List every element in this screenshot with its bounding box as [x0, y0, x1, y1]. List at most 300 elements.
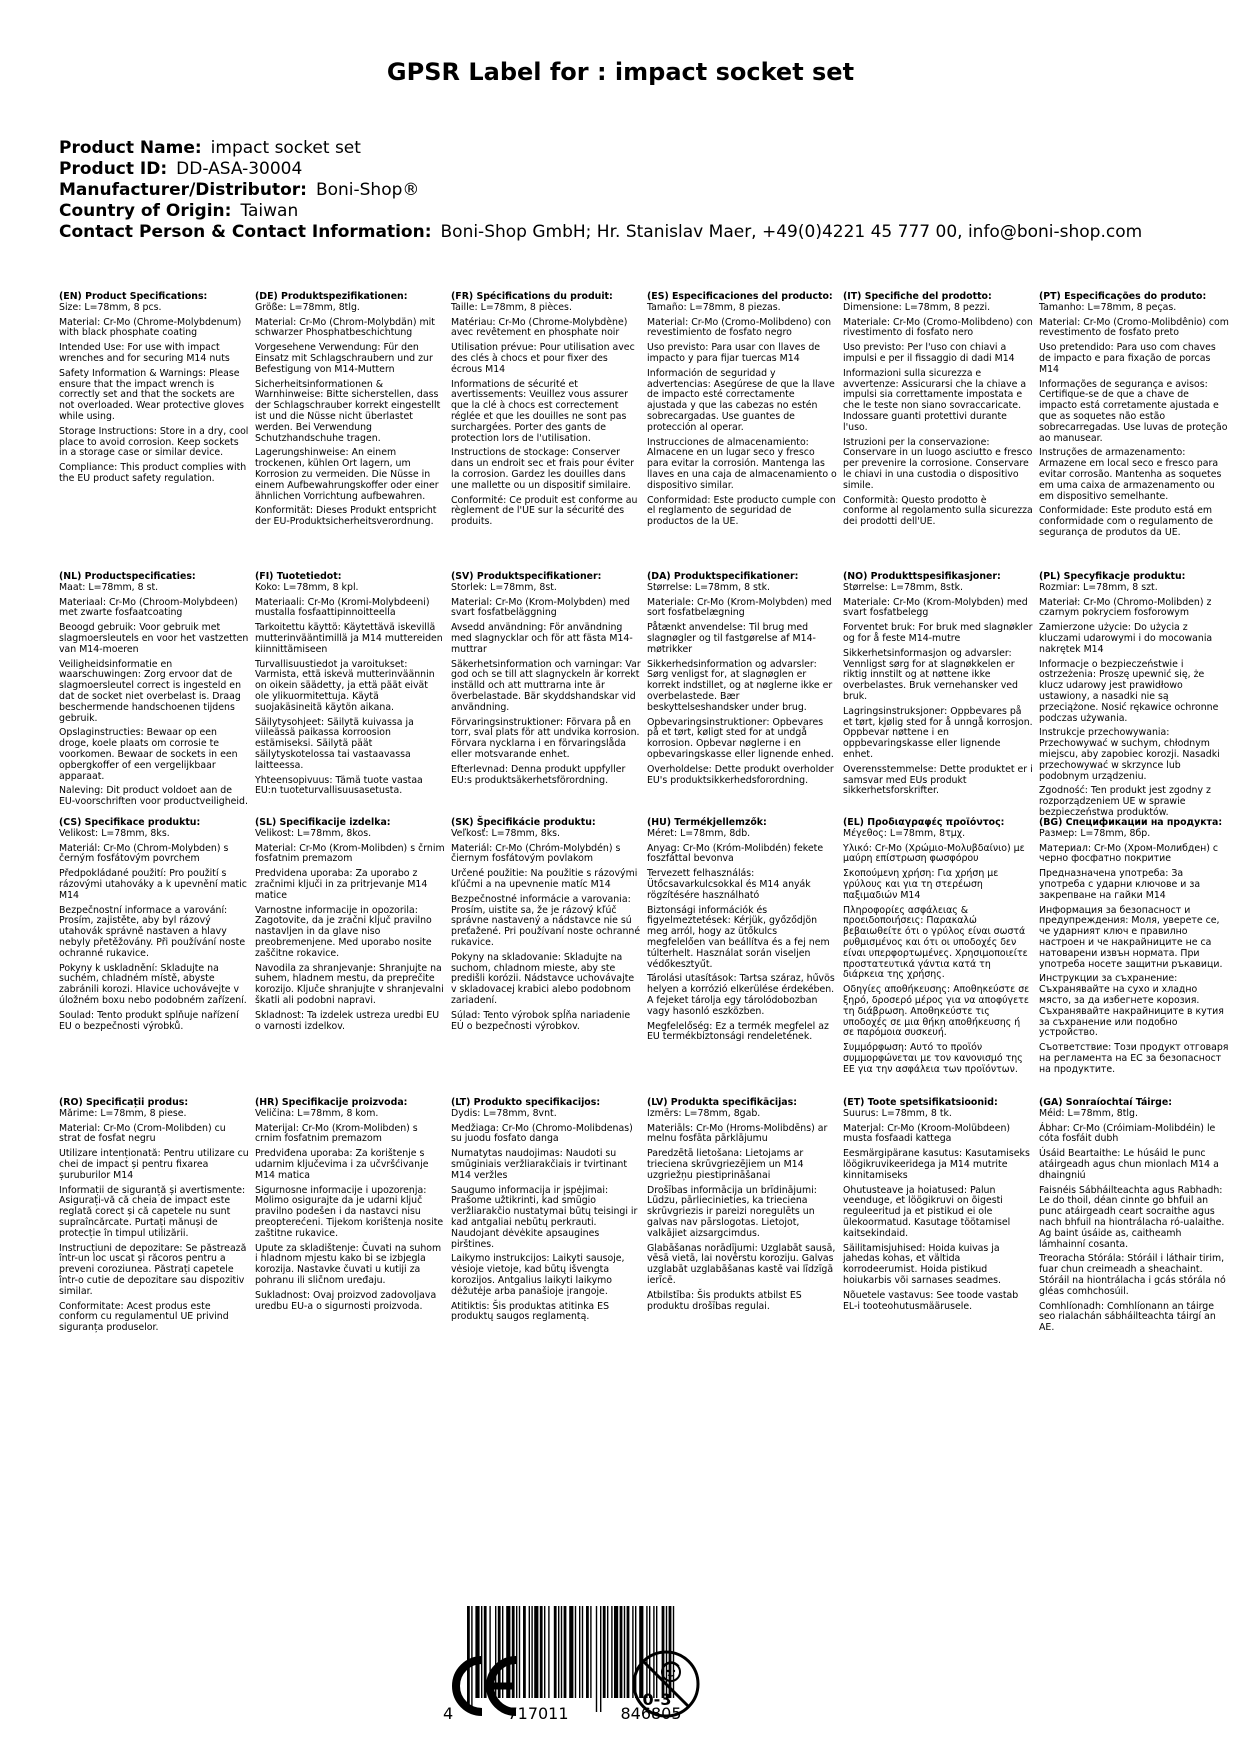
spec-text: Materiál: Cr-Mo (Chrom-Molybden) s černým fosfátovým povrchem [59, 842, 229, 865]
spec-section [1039, 818, 1229, 1080]
spec-text: Uso previsto: Per l'uso con chiavi a impulsi e per il fissaggio di dadi M14 [843, 342, 1015, 364]
spec-paragraph [59, 786, 249, 808]
ce-mark-icon [452, 1652, 520, 1720]
spec-paragraph [843, 906, 1033, 982]
spec-section [843, 1098, 1033, 1316]
spec-paragraph [255, 448, 445, 502]
spec-text: Uso pretendido: Para uso com chaves de impacto e para fixação de porcas M14 [1039, 342, 1216, 375]
spec-heading: (IT) Specifiche del prodotto: [843, 291, 992, 302]
spec-text: Pokyny na skladovanie: Skladujte na suchom, chladnom mieste, aby ste predišli korózii. Nádstavce uchovávajte v skladovacej krabici alebo podobnom zariadení. [451, 951, 635, 1006]
spec-paragraph [647, 572, 837, 594]
spec-heading: (SL) Specifikacije izdelka: [255, 817, 391, 828]
spec-paragraph [1039, 660, 1229, 725]
spec-paragraph [647, 818, 837, 840]
spec-text: Uso previsto: Para usar con llaves de impacto y para fijar tuercas M14 [647, 342, 821, 364]
spec-text: Lagerungshinweise: An einem trockenen, kühlen Ort lagern, um Korrosion zu vermeiden. Die Nüsse in einem Aufbewahrungskoffer oder einer ähnlichen Vorrichtung aufbewahren. [255, 447, 439, 502]
spec-paragraph [255, 343, 445, 375]
spec-paragraph [59, 427, 249, 459]
spec-paragraph [59, 1186, 249, 1240]
spec-paragraph [59, 1124, 249, 1146]
spec-text: Maat: L=78mm, 8 st. [59, 581, 159, 593]
spec-text: Säkerhetsinformation och varningar: Var god och se till att slagnyckeln är korrekt inställd och att muttrarna inte är överbelastade. Bär skyddshandskar vid användning. [451, 658, 641, 713]
spec-text: Safety Information & Warnings: Please ensure that the impact wrench is correctly set and that the sockets are not overloaded. Wear protective gloves while using. [59, 367, 245, 422]
spec-text: Material: Cr-Mo (Krom-Molybden) med svart fosfatbeläggning [451, 596, 630, 619]
spec-text: Navodila za shranjevanje: Shranjujte na suhem, hladnem mestu, da preprečite korozijo. Ključe shranjujte v shranjevalni škatli ali podobni napravi. [255, 962, 444, 1006]
spec-paragraph [59, 292, 249, 314]
spec-paragraph [451, 1186, 641, 1251]
spec-section [59, 818, 249, 1036]
spec-text: Veľkosť: L=78mm, 8ks. [451, 827, 560, 839]
spec-text: Påtænkt anvendelse: Til brug med slagnøgler og til fastgørelse af M14-møtrikker [647, 622, 816, 655]
spec-section [843, 818, 1033, 1080]
spec-text: Förvaringsinstruktioner: Förvara på en torr, sval plats för att undvika korrosion. Förvara nycklarna i en förvaringslåda eller motsvarande enhet. [451, 716, 640, 760]
barcode-bar [586, 1606, 589, 1698]
barcode-bar [590, 1606, 591, 1698]
spec-paragraph [647, 369, 837, 434]
spec-text: Velikost: L=78mm, 8ks. [59, 827, 170, 839]
spec-text: Compliance: This product complies with the EU product safety regulation. [59, 462, 247, 484]
spec-paragraph [843, 1098, 1033, 1120]
spec-section [59, 1098, 249, 1338]
age-warning-label: 0-3 [642, 1690, 672, 1709]
spec-text: Størrelse: L=78mm, 8 stk. [647, 581, 771, 593]
spec-paragraph [255, 1291, 445, 1313]
spec-text: Opbevaringsinstruktioner: Opbevares på et tørt, køligt sted for at undgå korrosion. Opbevar nøglerne i en opbevaringskasse eller lignende enhed. [647, 716, 834, 760]
spec-text: Οδηγίες αποθήκευσης: Αποθηκεύστε σε ξηρό, δροσερό μέρος για να αποφύγετε τη διάβρωση. Αποθηκεύστε τις υποδοχές σε μια θήκη αποθήκευσης ή σε παρόμοια συσκευή. [843, 984, 1030, 1039]
spec-text: Предназначена употреба: За употреба с ударни ключове и за закрепване на гайки M14 [1039, 868, 1201, 901]
spec-paragraph [451, 1011, 641, 1033]
spec-paragraph [255, 598, 445, 620]
spec-text: Predviđena uporaba: Za korištenje s udarnim ključevima i za učvršćivanje M14 matica [255, 1148, 429, 1181]
spec-paragraph [647, 1098, 837, 1120]
spec-paragraph [1039, 343, 1229, 375]
spec-text: Size: L=78mm, 8 pcs. [59, 301, 162, 313]
info-row [59, 159, 1219, 180]
spec-text: Veiligheidsinformatie en waarschuwingen: Zorg ervoor dat de slagmoersleutel correct is ingesteld en dat de socket niet overbelast is. Draag beschermende handschoenen tijdens gebruik. [59, 658, 242, 724]
spec-text: Material: Cr-Mo (Chrom-Molybdän) mit schwarzer Phosphatbeschichtung [255, 316, 435, 339]
spec-paragraph [843, 985, 1033, 1039]
spec-paragraph [255, 906, 445, 960]
spec-text: Materiaal: Cr-Mo (Chroom-Molybdeen) met zwarte fosfaatcoating [59, 596, 238, 619]
spec-text: Předpokládané použití: Pro použití s rázovými utahováky a k upevnění matic M14 [59, 868, 247, 901]
spec-text: Predvidena uporaba: Za uporabo z zračnimi ključi in za pritrjevanje M14 matice [255, 868, 428, 901]
spec-text: Matériau: Cr-Mo (Chrome-Molybdène) avec revêtement en phosphate noir [451, 316, 628, 339]
spec-paragraph [1039, 318, 1229, 340]
spec-text: Atbilstība: Šis produkts atbilst ES produktu drošības regulai. [647, 1289, 802, 1312]
spec-paragraph [647, 1244, 837, 1287]
spec-paragraph [1039, 292, 1229, 314]
spec-text: Ábhar: Cr-Mo (Cróimiam-Molibdéin) le cóta fosfáit dubh [1039, 1122, 1216, 1145]
spec-text: Materiaali: Cr-Mo (Kromi-Molybdeeni) mustalla fosfaattipinnoitteella [255, 596, 430, 619]
spec-paragraph [255, 318, 445, 340]
spec-text: Suurus: L=78mm, 8 tk. [843, 1107, 952, 1119]
spec-paragraph [59, 869, 249, 901]
spec-text: Bezpečnostné informácie a varovania: Prosím, uistite sa, že je rázový kľúč správne nastavený a nádstavce nie sú preťažené. Pri používaní noste ochranné rukavice. [451, 893, 641, 948]
barcode-bar [596, 1606, 597, 1712]
info-value: DD-ASA-30004 [176, 159, 303, 179]
spec-heading: (CS) Specifikace produktu: [59, 817, 201, 828]
info-value: Boni-Shop® [315, 180, 420, 200]
barcode-bar [582, 1606, 583, 1698]
spec-section [843, 572, 1033, 801]
spec-paragraph [1039, 380, 1229, 445]
spec-text: Инструкции за съхранение: Съхранявайте на сухо и хладно място, за да избегнете корозия. Съхранявайте накрайниците в кутия за съхранение или подобно устройство. [1039, 973, 1224, 1039]
spec-text: Saugumo informacija ir įspėjimai: Prašome užtikrinti, kad smūgio veržliarakčio nustatymai būtų teisingi ir kad antgaliai nebūtų perkrauti. Naudojant dėvėkite apsaugines pirštines. [451, 1184, 638, 1250]
info-label: Product ID: [59, 159, 168, 179]
spec-text: Taille: L=78mm, 8 pièces. [451, 301, 572, 313]
spec-paragraph [843, 1244, 1033, 1287]
spec-paragraph [255, 1098, 445, 1120]
spec-text: Lagringsinstruksjoner: Oppbevares på et tørt, kjølig sted for å unngå korrosjon. Oppbevar nøttene i en oppbevaringskasse eller lignende enhet. [843, 705, 1033, 760]
spec-section [451, 1098, 641, 1327]
spec-paragraph [451, 1098, 641, 1120]
spec-paragraph [59, 1011, 249, 1033]
spec-paragraph [451, 380, 641, 445]
spec-heading: (RO) Specificații produs: [59, 1097, 189, 1108]
spec-paragraph [1039, 728, 1229, 782]
barcode-bar [540, 1606, 543, 1698]
spec-paragraph [843, 1149, 1033, 1181]
spec-paragraph [843, 869, 1033, 901]
spec-paragraph [59, 369, 249, 423]
spec-paragraph [59, 598, 249, 620]
spec-paragraph [255, 844, 445, 866]
spec-paragraph [843, 818, 1033, 840]
spec-paragraph [451, 818, 641, 840]
spec-text: Úsáid Beartaithe: Le húsáid le punc atáirgeadh agus chun mionlach M14 a dhaingniú [1039, 1148, 1219, 1181]
spec-paragraph [255, 1124, 445, 1146]
spec-text: Conformidade: Este produto está em conformidade com o regulamento de segurança de produtos da UE. [1039, 505, 1214, 538]
barcode-bar [579, 1606, 580, 1698]
barcode-bar [561, 1606, 562, 1698]
spec-paragraph [647, 718, 837, 761]
spec-text: Comhlíonadh: Comhlíonann an táirge seo rialachán sábháilteachta táirgí an AE. [1039, 1300, 1216, 1334]
spec-heading: (NL) Productspecificaties: [59, 571, 196, 582]
barcode-bar [523, 1606, 526, 1698]
spec-paragraph [451, 598, 641, 620]
spec-text: Intended Use: For use with impact wrenches and for securing M14 nuts [59, 342, 230, 364]
barcode-bar [627, 1606, 630, 1698]
spec-section [1039, 1098, 1229, 1338]
spec-paragraph [843, 369, 1033, 434]
spec-paragraph [451, 660, 641, 714]
info-label: Country of Origin: [59, 201, 232, 221]
spec-paragraph [255, 292, 445, 314]
spec-text: Informacje o bezpieczeństwie i ostrzeżenia: Proszę upewnić się, że klucz udarowy jest prawidłowo ustawiony, a nasadki nie są przeciążone. Nosić rękawice ochronne podczas używania. [1039, 658, 1219, 724]
spec-paragraph [843, 496, 1033, 528]
spec-paragraph [59, 1098, 249, 1120]
spec-text: Méid: L=78mm, 8tlg. [1039, 1107, 1138, 1119]
spec-text: Vorgesehene Verwendung: Für den Einsatz mit Schlagschraubern und zur Befestigung von M14-Muttern [255, 342, 433, 375]
spec-paragraph [1039, 786, 1229, 818]
spec-text: Turvallisuustiedot ja varoitukset: Varmista, että iskevä mutterinväännin on oikein säädetty, ja että päät eivät ole ylikuormitettuja. Käytä suojakäsineitä käytön aikana. [255, 658, 435, 713]
barcode-bar [575, 1606, 576, 1698]
spec-paragraph [59, 1149, 249, 1181]
barcode-bar [569, 1606, 573, 1698]
spec-text: Sukladnost: Ovaj proizvod zadovoljava uredbu EU-a o sigurnosti proizvoda. [255, 1289, 437, 1312]
spec-heading: (PT) Especificações do produto: [1039, 291, 1207, 302]
spec-paragraph [647, 1149, 837, 1181]
spec-paragraph [255, 869, 445, 901]
spec-paragraph [59, 728, 249, 782]
spec-paragraph [647, 844, 837, 866]
spec-text: Materiale: Cr-Mo (Cromo-Molibdeno) con rivestimento di fosfato nero [843, 316, 1033, 339]
spec-heading: (FI) Tuotetiedot: [255, 571, 342, 582]
spec-paragraph [59, 844, 249, 866]
barcode-digit-first: 4 [443, 1704, 454, 1723]
spec-text: Forventet bruk: For bruk med slagnøkler og for å feste M14-mutre [843, 622, 1033, 644]
spec-paragraph [843, 623, 1033, 645]
spec-heading: (DE) Produktspezifikationen: [255, 291, 408, 302]
spec-paragraph [1039, 906, 1229, 971]
spec-text: Mărime: L=78mm, 8 piese. [59, 1107, 187, 1119]
spec-text: Anyag: Cr-Mo (Króm-Molibdén) fekete foszfáttal bevonva [647, 842, 824, 865]
spec-text: Säilitamisjuhised: Hoida kuivas ja jahedas kohas, et vältida korrodeerumist. Hoida pistikud hoiukarbis või sarnases seadmes. [843, 1242, 1002, 1286]
spec-paragraph [59, 623, 249, 655]
spec-text: Izmērs: L=78mm, 8gab. [647, 1107, 761, 1119]
barcode-bar [620, 1606, 623, 1698]
spec-paragraph [451, 765, 641, 787]
spec-text: Informazioni sulla sicurezza e avvertenze: Assicurarsi che la chiave a impulsi sia correttamente impostata e che le teste non siano sovraccaricate. Indossare guanti protettivi durante l'uso. [843, 367, 1027, 433]
spec-text: Utilizare intenționată: Pentru utilizare cu chei de impact și pentru fixarea șuruburilor M14 [59, 1148, 249, 1181]
spec-text: Instrucciones de almacenamiento: Almacene en un lugar seco y fresco para evitar la corrosión. Mantenga las llaves en una caja de almacenamiento o dispositivo similar. [647, 436, 837, 491]
spec-section [1039, 292, 1229, 543]
spec-text: Paredzētā lietošana: Lietojams ar trieciena skrūvgriezējiem un M14 uzgriežņu piestiprināšanai [647, 1148, 804, 1181]
spec-text: Conformité: Ce produit est conforme au règlement de l'UE sur la sécurité des produits. [451, 494, 638, 528]
spec-text: Informations de sécurité et avertissements: Veuillez vous assurer que la clé à chocs est correctement réglée et que les douilles ne sont pas surchargées. Porter des gants de protection lors de l'utilisation. [451, 378, 628, 444]
spec-heading: (EL) Προδιαγραφές προϊόντος: [843, 817, 1005, 828]
spec-heading: (NO) Produkttspesifikasjoner: [843, 571, 1001, 582]
spec-heading: (ET) Toote spetsifikatsioonid: [843, 1097, 998, 1108]
spec-section [451, 818, 641, 1036]
spec-heading: (LV) Produkta specifikācijas: [647, 1097, 797, 1108]
spec-paragraph [1039, 844, 1229, 866]
spec-paragraph [843, 572, 1033, 594]
spec-paragraph [255, 964, 445, 1007]
spec-heading: (BG) Спецификации на продукта: [1039, 817, 1223, 828]
spec-paragraph [647, 869, 837, 901]
spec-paragraph [647, 1022, 837, 1044]
spec-text: Materiale: Cr-Mo (Krom-Molybden) med svart fosfatbelegg [843, 596, 1028, 619]
spec-paragraph [1039, 572, 1229, 594]
spec-text: Biztonsági információk és figyelmeztetések: Kérjük, győződjön meg arról, hogy az ütőkulcs megfelelően van beállítva és a fej nem túlterhelt. Használat során viseljen védőkesztyűt. [647, 904, 830, 970]
spec-text: Bezpečnostní informace a varování: Prosím, zajistěte, aby byl rázový utahovák správně nastaven a hlavy nebyly přetěžovány. Při používání noste ochranné rukavice. [59, 904, 246, 959]
spec-paragraph [843, 707, 1033, 761]
spec-text: Информация за безопасност и предупреждения: Моля, уверете се, че ударният ключ е правилно настроен и че накрайниците не са натоварени извън нормата. При употреба носете защитни ръкавици. [1039, 904, 1223, 970]
barcode-bar [548, 1606, 549, 1698]
spec-paragraph [451, 572, 641, 594]
spec-paragraph [843, 318, 1033, 340]
spec-text: Overholdelse: Dette produkt overholder EU's produktsikkerhedsforordning. [647, 763, 834, 786]
spec-text: Medžiaga: Cr-Mo (Chromo-Molibdenas) su juodu fosfato danga [451, 1122, 633, 1145]
spec-text: Varnostne informacije in opozorila: Zagotovite, da je zračni ključ pravilno nastavljen in da glave niso preobremenjene. Med uporabo nosite zaščitne rokavice. [255, 904, 432, 959]
spec-text: Konformität: Dieses Produkt entspricht der EU-Produktsicherheitsverordnung. [255, 505, 437, 528]
spec-text: Sigurnosne informacije i upozorenja: Molimo osigurajte da je udarni ključ pravilno podešen i da nastavci nisu preopterećeni. Tijekom korištenja nosite zaštitne rukavice. [255, 1184, 444, 1239]
spec-paragraph [1039, 506, 1229, 538]
spec-paragraph [843, 343, 1033, 365]
spec-text: Instrucțiuni de depozitare: Se păstrează într-un loc uscat și răcoros pentru a preveni coroziunea. Păstrați capetele într-o cutie de depozitare sau dispozitiv similar. [59, 1242, 247, 1297]
spec-paragraph [647, 318, 837, 340]
spec-paragraph [647, 343, 837, 365]
spec-section [255, 572, 445, 801]
barcode-bar [544, 1606, 545, 1698]
spec-paragraph [843, 1124, 1033, 1146]
spec-text: Rozmiar: L=78mm, 8 szt. [1039, 581, 1158, 593]
info-value: Boni-Shop GmbH; Hr. Stanislav Maer, +49(0)4221 45 777 00, info@boni-shop.com [440, 222, 1143, 242]
spec-text: Sikkerhetsinformasjon og advarsler: Vennligst sørg for at slagnøkkelen er riktig innstilt og at nøttene ikke overbelastes. Bruk vernehansker ved bruk. [843, 647, 1018, 702]
spec-text: Informații de siguranță și avertismente: Asigurați-vă că cheia de impact este reglată corect și că capetele nu sunt supraîncărcate. Purtați mănuși de protecție în timpul utilizării. [59, 1184, 246, 1239]
spec-paragraph [647, 1291, 837, 1313]
spec-text: Materiale: Cr-Mo (Krom-Molybden) med sort fosfatbelægning [647, 596, 832, 619]
spec-paragraph [1039, 818, 1229, 840]
spec-text: Materjal: Cr-Mo (Kroom-Molübdeen) musta fosfaadi kattega [843, 1122, 1011, 1145]
spec-heading: (GA) Sonraíochtaí Táirge: [1039, 1097, 1172, 1108]
spec-section [59, 292, 249, 489]
spec-paragraph [843, 844, 1033, 866]
spec-heading: (HU) Termékjellemzők: [647, 817, 767, 828]
spec-text: Material: Cr-Mo (Crom-Molibden) cu strat de fosfat negru [59, 1122, 226, 1145]
spec-text: Conformidad: Este producto cumple con el reglamento de seguridad de productos de la UE. [647, 494, 836, 528]
spec-paragraph [647, 1124, 837, 1146]
spec-paragraph [843, 292, 1033, 314]
spec-paragraph [1039, 1098, 1229, 1120]
spec-text: Sicherheitsinformationen & Warnhinweise: Bitte sicherstellen, dass der Schlagschrauber korrekt eingestellt ist und die Nüsse nicht überlastet werden. Bei Verwendung Schutzhandschuhe tragen. [255, 378, 441, 444]
spec-text: Størrelse: L=78mm, 8stk. [843, 581, 964, 593]
spec-paragraph [451, 448, 641, 491]
spec-heading: (HR) Specifikacije proizvoda: [255, 1097, 408, 1108]
info-row [59, 138, 1219, 159]
barcode-bar [554, 1606, 557, 1698]
spec-paragraph [255, 1186, 445, 1240]
spec-text: Información de seguridad y advertencias: Asegúrese de que la llave de impacto esté correctamente ajustada y que las cabezas no estén sobrecargadas. Use guantes de protección al operar. [647, 367, 835, 433]
barcode-bar [564, 1606, 567, 1698]
spec-text: Eesmärgipärane kasutus: Kasutamiseks löögikruvikeeridega ja M14 mutrite kinnitamiseks [843, 1148, 1030, 1181]
spec-text: Πληροφορίες ασφάλειας & προειδοποιήσεις: Παρακαλώ βεβαιωθείτε ότι ο γρύλος είναι σωστά ρυθμισμένος και ότι οι υποδοχές δεν είναι υπερφορτωμένες. Χρησιμοποιείτε προστατευτικά γάντια κατά τη διάρκεια της χρήσης. [843, 904, 1028, 981]
spec-heading: (FR) Spécifications du produit: [451, 291, 613, 302]
spec-paragraph [451, 292, 641, 314]
spec-paragraph [451, 869, 641, 891]
spec-text: Съответствие: Този продукт отговаря на регламента на ЕС за безопасност на продуктите. [1039, 1042, 1229, 1075]
spec-paragraph [843, 1186, 1033, 1240]
spec-paragraph [451, 318, 641, 340]
info-row [59, 222, 1219, 243]
spec-text: Soulad: Tento produkt splňuje nařízení EU o bezpečnosti výrobků. [59, 1009, 239, 1032]
spec-text: Opslaginstructies: Bewaar op een droge, koele plaats om corrosie te voorkomen. Bewaar de sockets in een opbergkoffer of een vergelijkbaar apparaat. [59, 727, 238, 782]
spec-paragraph [843, 765, 1033, 797]
spec-text: Faisnéis Sábháilteachta agus Rabhadh: Le do thoil, déan cinnte go bhfuil an punc atáirgeadh ceart socraithe agus nach bhfuil na hiontrálacha ró-ualaithe. Ag baint úsáide as, caitheamh lámhainní cosanta. [1039, 1184, 1225, 1250]
spec-paragraph [59, 463, 249, 485]
barcode-bar [624, 1606, 625, 1698]
spec-paragraph [451, 1302, 641, 1324]
spec-paragraph [647, 974, 837, 1017]
spec-paragraph [255, 660, 445, 714]
spec-text: Megfelelőség: Ez a termék megfelel az EU termékbiztonsági rendeletének. [647, 1020, 829, 1043]
barcode-bar [558, 1606, 559, 1698]
spec-text: Conformitate: Acest produs este conform cu regulamentul UE privind siguranța produselor. [59, 1300, 229, 1334]
spec-paragraph [1039, 1186, 1229, 1251]
spec-text: Overensstemmelse: Dette produktet er i samsvar med EUs produkt sikkerhetsforskrifter. [843, 763, 1033, 797]
spec-paragraph [647, 660, 837, 714]
spec-paragraph [451, 343, 641, 375]
spec-section [451, 292, 641, 532]
spec-paragraph [1039, 598, 1229, 620]
spec-paragraph [647, 623, 837, 655]
spec-text: Storage Instructions: Store in a dry, cool place to avoid corrosion. Keep sockets in a storage case or similar device. [59, 425, 249, 459]
spec-text: Tamaño: L=78mm, 8 piezas. [647, 301, 781, 313]
spec-heading: (SV) Produktspecifikationer: [451, 571, 602, 582]
spec-heading: (EN) Product Specifications: [59, 291, 208, 302]
barcode-bar [600, 1606, 601, 1712]
spec-text: Utilisation prévue: Pour utilisation avec des clés à chocs et pour fixer des écrous M14 [451, 342, 635, 375]
spec-section [255, 1098, 445, 1316]
spec-text: Veličina: L=78mm, 8 kom. [255, 1107, 379, 1119]
spec-text: Σκοπούμενη χρήση: Για χρήση με γρύλους και για τη στερέωση παξιμαδιών M14 [843, 868, 999, 901]
spec-paragraph [255, 1149, 445, 1181]
spec-text: Dydis: L=78mm, 8vnt. [451, 1107, 557, 1119]
spec-heading: (ES) Especificaciones del producto: [647, 291, 833, 302]
spec-section [647, 292, 837, 532]
spec-paragraph [843, 598, 1033, 620]
spec-paragraph [59, 1244, 249, 1298]
spec-paragraph [451, 1124, 641, 1146]
spec-text: Zgodność: Ten produkt jest zgodny z rozporządzeniem UE w sprawie bezpieczeństwa produktów. [1039, 785, 1211, 818]
spec-text: Größe: L=78mm, 8tlg. [255, 301, 360, 313]
spec-text: Tamanho: L=78mm, 8 peças. [1039, 301, 1177, 313]
spec-paragraph [843, 649, 1033, 703]
spec-section [1039, 572, 1229, 823]
info-label: Product Name: [59, 138, 202, 158]
spec-paragraph [59, 572, 249, 594]
spec-paragraph [255, 1244, 445, 1287]
spec-paragraph [451, 1149, 641, 1181]
spec-section [451, 572, 641, 790]
spec-section [647, 1098, 837, 1316]
spec-paragraph [451, 1254, 641, 1297]
spec-text: Μέγεθος: L=78mm, 8τμχ. [843, 827, 966, 839]
spec-paragraph [451, 895, 641, 949]
spec-paragraph [1039, 974, 1229, 1039]
spec-text: Istruzioni per la conservazione: Conservare in un luogo asciutto e fresco per prevenire la corrosione. Conservare le chiavi in una custodia o dispositivo simile. [843, 436, 1033, 491]
spec-text: Instrukcje przechowywania: Przechowywać w suchym, chłodnym miejscu, aby zapobiec korozji. Nasadki przechowywać w skrzynce lub podobnym urządzeniu. [1039, 727, 1220, 782]
spec-paragraph [843, 1043, 1033, 1075]
spec-paragraph [255, 818, 445, 840]
spec-text: Upute za skladištenje: Čuvati na suhom i hladnom mjestu kako bi se izbjegla korozija. Nastavke čuvati u kutiji za pohranu ili sličnom uređaju. [255, 1242, 442, 1286]
product-info [59, 138, 1219, 243]
barcode-digits-group1: 717011 [507, 1704, 569, 1723]
info-row [59, 201, 1219, 222]
barcode-bar [529, 1606, 530, 1698]
barcode-bar [611, 1606, 612, 1698]
info-label: Manufacturer/Distributor: [59, 180, 307, 200]
spec-text: Velikost: L=78mm, 8kos. [255, 827, 372, 839]
spec-heading: (SK) Špecifikácie produktu: [451, 817, 596, 828]
spec-paragraph [647, 496, 837, 528]
info-value: impact socket set [210, 138, 361, 158]
spec-paragraph [255, 776, 445, 798]
spec-paragraph [451, 844, 641, 866]
spec-text: Atitiktis: Šis produktas atitinka ES produktų saugos reglamentą. [451, 1300, 610, 1323]
info-row [59, 180, 1219, 201]
spec-paragraph [255, 1011, 445, 1033]
spec-text: Υλικό: Cr-Mo (Χρώμιο-Μολυβδαίνιο) με μαύρη επίστρωση φωσφόρου [843, 842, 1025, 865]
spec-text: Naleving: Dit product voldoet aan de EU-voorschriften voor productveiligheid. [59, 785, 248, 808]
spec-text: Zamierzone użycie: Do użycia z kluczami udarowymi i do mocowania nakrętek M14 [1039, 622, 1213, 655]
barcode-bar [603, 1606, 606, 1698]
spec-text: Méret: L=78mm, 8db. [647, 827, 751, 839]
spec-text: Tarkoitettu käyttö: Käytettävä iskevillä mutterinvääntimillä ja M14 muttereiden kiinnittämiseen [255, 622, 443, 655]
spec-text: Материал: Cr-Mo (Хром-Молибден) с черно фосфатно покритие [1039, 842, 1219, 865]
spec-paragraph [1039, 1124, 1229, 1146]
